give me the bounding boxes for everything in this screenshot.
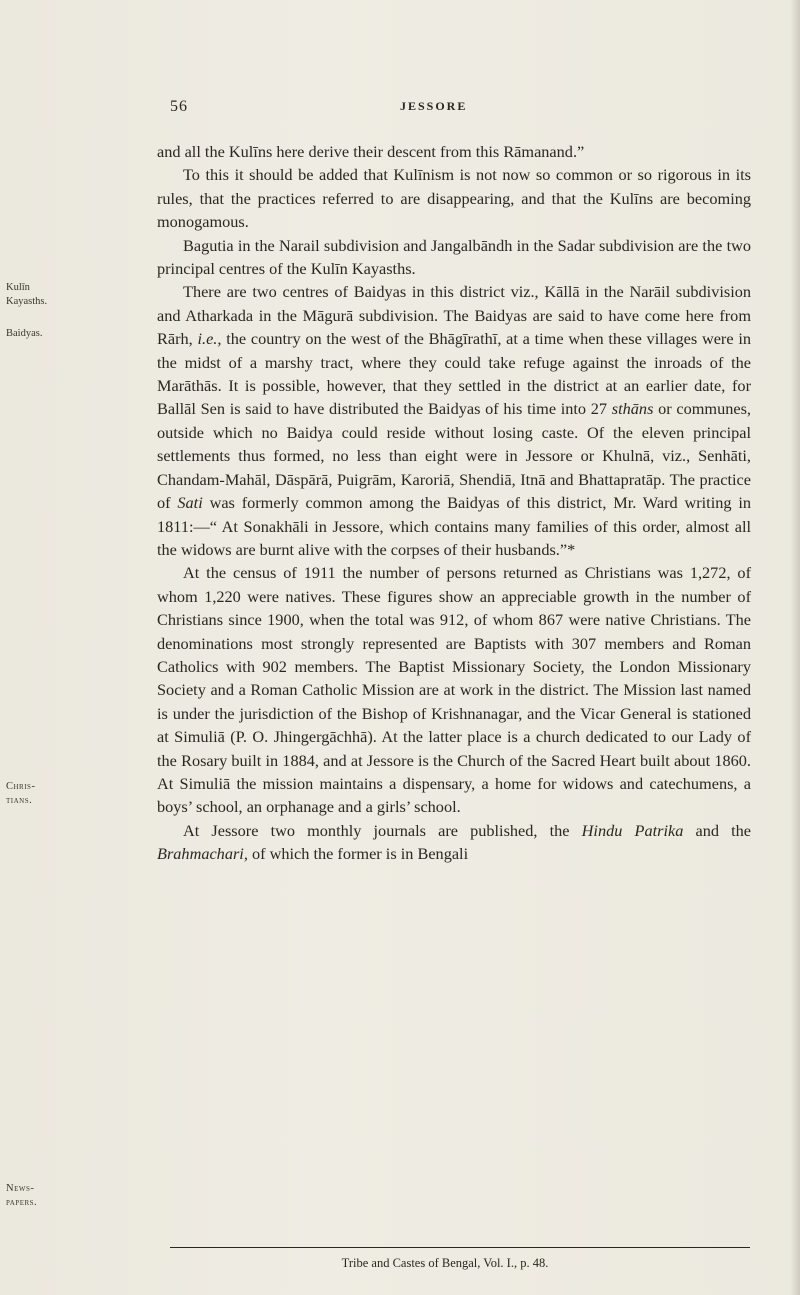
paragraph-baidyas bbox=[157, 280, 751, 561]
paragraph-kulinism: To this it should be added that Kulīnism is not now so common or so rigorous in its rules, that the practices referred to are disappearing, and that the Kulīns are becoming monogamous. bbox=[157, 165, 751, 232]
footnote-rule bbox=[170, 1247, 750, 1248]
newspapers-hindu-patrika: Hindu Patrika bbox=[581, 820, 684, 840]
paragraph-kulin-centres: Bagutia in the Narail subdivision and Jangalbāndh in the Sadar subdivision are the two principal centres of the Kulīn Kayasths. bbox=[157, 235, 751, 279]
newspapers-text-1: At Jessore two monthly journals are published, the bbox=[183, 820, 570, 840]
sidenote-baidyas bbox=[6, 327, 66, 341]
page-spine-shadow bbox=[790, 0, 800, 1295]
sidenote-kulin-kayasths bbox=[6, 281, 66, 309]
sidenote-baidyas-label: Baidyas. bbox=[6, 328, 43, 339]
newspapers-text-3: of which the former is in Bengali bbox=[251, 844, 469, 864]
newspapers-brahmachari: Brahmachari, bbox=[157, 844, 248, 864]
baidyas-text-2: the country on the west of the Bhāgīrathī, at a time when these villages were in the midst of a marshy tract, where they could take refuge against the inroads of the Marāthās. It is possible, however, that they settled in the district at an earlier date, for Ballāl Sen is said to have distributed the Baidyas of his time into 27 bbox=[157, 329, 752, 419]
newspapers-text-2: and the bbox=[695, 820, 752, 840]
sidenote-kulin-line2: Kayasths. bbox=[6, 296, 48, 307]
page-header bbox=[0, 98, 800, 122]
page-number: 56 bbox=[170, 98, 188, 115]
running-title: JESSORE bbox=[400, 99, 468, 113]
paragraph-ramanand: and all the Kulīns here derive their descent from this Rāmanand.” bbox=[157, 142, 585, 161]
sidenote-kulin-line1: Kulīn bbox=[6, 282, 30, 293]
sidenote-newspapers-line1: News- bbox=[6, 1183, 35, 1194]
sidenote-newspapers-line2: papers. bbox=[6, 1197, 38, 1208]
footnote-text: Tribe and Castes of Bengal, Vol. I., p. 48. bbox=[341, 1256, 549, 1270]
main-text bbox=[157, 140, 751, 866]
baidyas-sati: Sati bbox=[177, 493, 203, 513]
sidenote-christians-line1: Chris- bbox=[6, 781, 36, 792]
baidyas-text-3: or communes, outside which no Baidya could reside without losing caste. Of the eleven principal settlements thus formed, no less than eight were in Jessore or Khulnā, viz., Senhāti, Chandam-Mahāl, Dāspārā, Puigrām, Karoriā, Shendiā, Itnā and Bhattapratāp. The practice of bbox=[157, 399, 752, 513]
paragraph-christians: At the census of 1911 the number of persons returned as Christians was 1,272, of whom 1,220 were natives. These figures show an appreciable growth in the number of Christians since 1900, when the total was 912, of whom 867 were native Christians. The denominations most strongly represented are Baptists with 307 members and Roman Catholics with 902 members. The Baptist Missionary Society, the London Missionary Society and a Roman Catholic Mission are at work in the district. The Mission last named is under the jurisdiction of the Bishop of Krishnanagar, and the Vicar General is stationed at Simuliā (P. O. Jhingergāchhā). At the latter place is a church dedicated to our Lady of the Rosary built in 1884, and at Jessore is the Church of the Sacred Heart built about 1860. At Simuliā the mission maintains a dispensary, a home for widows and catechumens, a boys’ school, an orphanage and a girls’ school. bbox=[157, 563, 751, 817]
paragraph-newspapers bbox=[157, 819, 751, 866]
sidenote-christians bbox=[6, 780, 66, 808]
sidenote-christians-line2: tians. bbox=[6, 795, 33, 806]
sidenote-newspapers bbox=[6, 1182, 66, 1210]
baidyas-text-1: There are two centres of Baidyas in this district viz., Kāllā in the Narāil subdivision and Atharkada in the Māgurā subdivision. The Baidyas are said to have come here from Rārh, bbox=[157, 282, 751, 349]
baidyas-text-4: was formerly common among the Baidyas of this district, Mr. Ward writing in 1811:—“ At Sonakhāli in Jessore, which contains many families of this order, almost all the widows are burnt alive with the corpses of their husbands.”* bbox=[157, 493, 751, 559]
baidyas-ie: i.e., bbox=[197, 329, 222, 349]
footnote bbox=[170, 1256, 750, 1271]
baidyas-sthans: sthāns bbox=[611, 399, 654, 419]
